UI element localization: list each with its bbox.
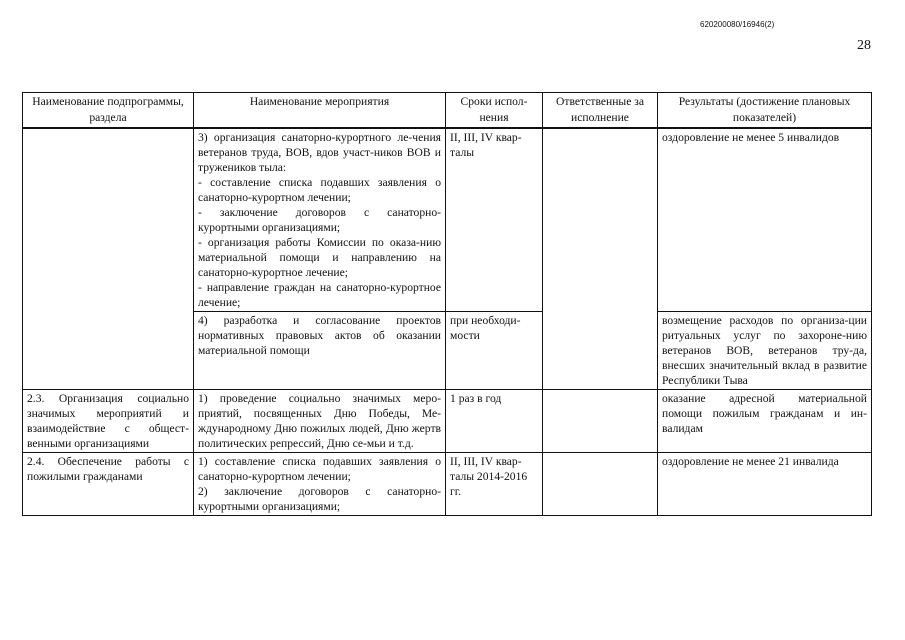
responsible-cell: [543, 453, 658, 516]
activity-cell: [194, 128, 446, 312]
result-cell: оздоровление не менее 5 инвалидов: [658, 128, 872, 312]
activities-table: [22, 92, 872, 516]
column-header-section: Наименование подпрограммы, раздела: [23, 93, 194, 129]
activity-item: - заключение договоров с санаторно-курортными организациями;: [198, 206, 441, 234]
activity-item: - направление граждан на санаторно-курортное лечение;: [198, 281, 441, 309]
table-row: [23, 390, 872, 453]
table-row: [23, 453, 872, 516]
result-cell: оказание адресной материальной помощи пожилым гражданам и ин-валидам: [658, 390, 872, 453]
activity-cell: 4) разработка и согласование проектов нормативных правовых актов об оказании материальной помощи: [194, 312, 446, 390]
activity-item: 1) составление списка подавших заявления о санаторно-курортном лечении;: [198, 455, 441, 483]
table-header-row: [23, 93, 872, 129]
deadline-cell: II, III, IV квар-талы: [446, 128, 543, 312]
column-header-activity: Наименование мероприятия: [194, 93, 446, 129]
deadline-cell: II, III, IV квар-талы 2014-2016 гг.: [446, 453, 543, 516]
activity-item: 2) заключение договоров с санаторно-курортными организациями;: [198, 485, 441, 513]
result-cell: оздоровление не менее 21 инвалида: [658, 453, 872, 516]
activity-cell: 1) проведение социально значимых меро-приятий, посвященных Дню Победы, Ме-ждународному Дню пожилых людей, Дню жертв политических репрессий, Дню се-мьи и т.д.: [194, 390, 446, 453]
page-number: 28: [857, 38, 871, 53]
section-cell: 2.4. Обеспечение работы с пожилыми гражданами: [23, 453, 194, 516]
deadline-cell: при необходи-мости: [446, 312, 543, 390]
document-code: 620200080/16946(2): [700, 20, 775, 29]
result-cell: возмещение расходов по организа-ции ритуальных услуг по захороне-нию ветеранов ВОВ, ветеранов тру-да, внесших значительный вклад в развитие Республики Тыва: [658, 312, 872, 390]
responsible-cell: [543, 390, 658, 453]
column-header-deadline: Сроки испол-нения: [446, 93, 543, 129]
activity-item: - составление списка подавших заявления о санаторно-курортном лечении;: [198, 176, 441, 204]
column-header-result: Результаты (достижение плановых показателей): [658, 93, 872, 129]
column-header-responsible: Ответственные за исполнение: [543, 93, 658, 129]
section-cell: 2.3. Организация социально значимых мероприятий и взаимодействие с общест-венными организациями: [23, 390, 194, 453]
table-row: [23, 128, 872, 312]
activity-cell: [194, 453, 446, 516]
deadline-cell: 1 раз в год: [446, 390, 543, 453]
section-cell: [23, 128, 194, 390]
responsible-cell: [543, 128, 658, 390]
activity-text: 3) организация санаторно-курортного ле-чения ветеранов труда, ВОВ, вдов участ-ников ВОВ и тружеников тыла:: [198, 131, 441, 174]
activity-item: - организация работы Комиссии по оказа-нию материальной помощи и направлению на санаторно-курортное лечение;: [198, 236, 441, 279]
